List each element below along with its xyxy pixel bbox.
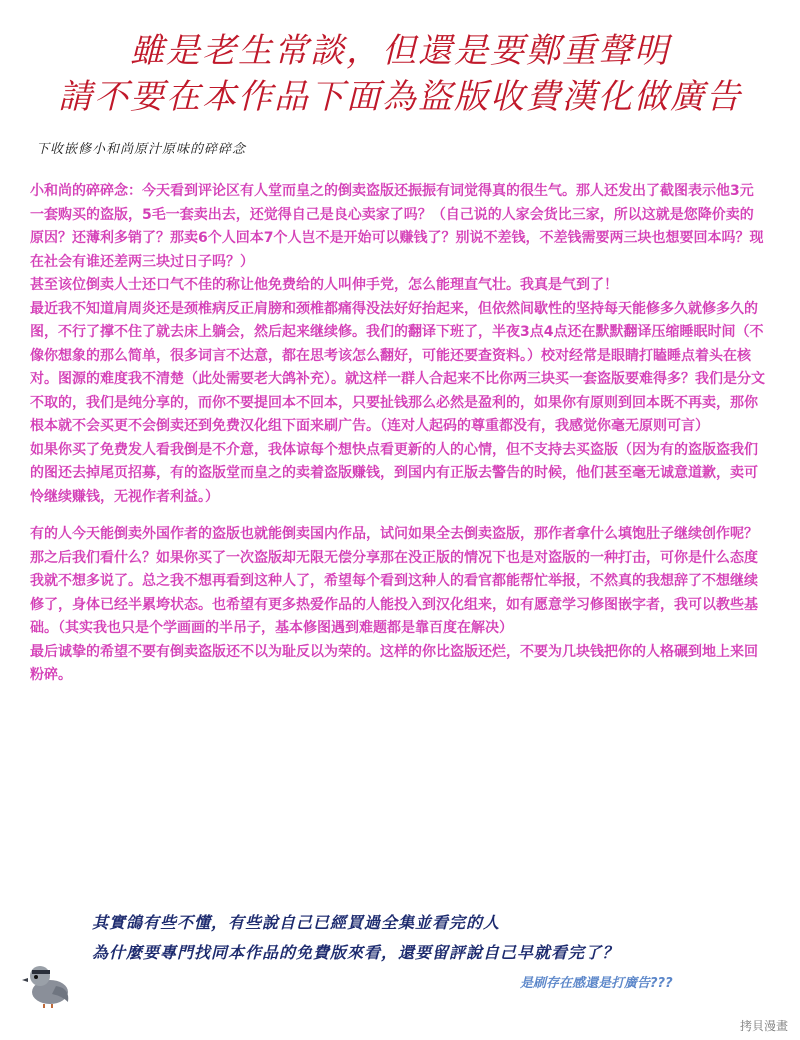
pigeon-icon <box>22 958 74 1008</box>
watermark: 拷貝漫畫 <box>739 1019 788 1033</box>
rant-body <box>30 180 766 688</box>
notice-header-line2: 請不要在本作品下面為盜版收費漢化做廣告 <box>58 77 742 117</box>
paragraph-2: 甚至该位倒卖人士还口气不佳的称让他免费给的人叫伸手党，怎么能理直气壮。我真是气到了！ <box>30 277 618 293</box>
paragraph-gap <box>30 509 766 523</box>
paragraph-3: 最近我不知道肩周炎还是颈椎病反正肩膀和颈椎都痛得没法好好抬起来，但依然间歇性的坚持每天能修多久就修多久的图，不行了撑不住了就去床上躺会，然后起来继续修。我们的翻译下班了，半夜3点4点还在默默翻译压缩睡眠时间（不像你想象的那么简单，很多词言不达意，都在思考该怎么翻好，可能还要查资料。）校对经常是眼睛打瞌睡点着头在核对。图源的难度我不清楚（此处需要老大鸽补充）。就这样一群人合起来不比你两三块买一套盗版要难得多？我们是分文不取的，我们是纯分享的，而你不要提回本不回本，只要扯钱那么必然是盈利的，如果你有原则到回本既不再卖，那你根本就不会买更不会倒卖还到免费汉化组下面来刷广告。（连对人起码的尊重都没有，我感觉你毫无原则可言） <box>30 300 765 434</box>
paragraph-4: 如果你买了免费发人看我倒是不介意，我体谅每个想快点看更新的人的心情，但不支持去买盗版（因为有的盗版盗我们的图还去掉尾页招募，有的盗版堂而皇之的卖着盗版赚钱，到国内有正版去警告的时候，他们甚至毫无诚意道歉，卖可怜继续赚钱，无视作者利益。） <box>30 441 758 505</box>
footer-note: 是刷存在感還是打廣告??? <box>520 976 673 991</box>
footer-comment-line2: 為什麼要專門找同本作品的免費版來看，還要留評說自己早就看完了？ <box>92 943 620 962</box>
notice-header-line1: 雖是老生常談，但還是要鄭重聲明 <box>130 31 670 71</box>
notice-header <box>0 28 800 120</box>
paragraph-1: 小和尚的碎碎念：今天看到评论区有人堂而皇之的倒卖盗版还振振有词觉得真的很生气。那人还发出了截图表示他3元一套购买的盗版，5毛一套卖出去，还觉得自己是良心卖家了吗？（自己说的人家会货比三家，所以这就是您降价卖的原因？还薄利多销了？那卖6个人回本7个人岂不是开始可以赚钱了？别说不差钱，不差钱需要两三块也想要回本吗？现在社会有谁还差两三块过日子吗？） <box>30 183 764 270</box>
subtitle: 下收嵌修小和尚原汁原味的碎碎念 <box>36 142 247 157</box>
paragraph-6: 最后诚挚的希望不要有倒卖盗版还不以为耻反以为荣的。这样的你比盗版还烂，不要为几块钱把你的人格碾到地上来回粉碎。 <box>30 643 758 683</box>
paragraph-5: 有的人今天能倒卖外国作者的盗版也就能倒卖国内作品，试问如果全去倒卖盗版，那作者拿什么填饱肚子继续创作呢？那之后我们看什么？如果你买了一次盗版却无限无偿分享那在没正版的情况下也是对盗版的一种打击，可你是什么态度我就不想多说了。总之我不想再看到这种人了，希望每个看到这种人的看官都能帮忙举报，不然真的我想辞了不想继续修了，身体已经半累垮状态。也希望有更多热爱作品的人能投入到汉化组来，如有愿意学习修图嵌字者，我可以教些基础。（其实我也只是个学画画的半吊子，基本修图遇到难题都是靠百度在解决） <box>30 526 758 636</box>
footer-comment-line1: 其實鴿有些不懂，有些說自己已經買過全集並看完的人 <box>92 913 501 932</box>
